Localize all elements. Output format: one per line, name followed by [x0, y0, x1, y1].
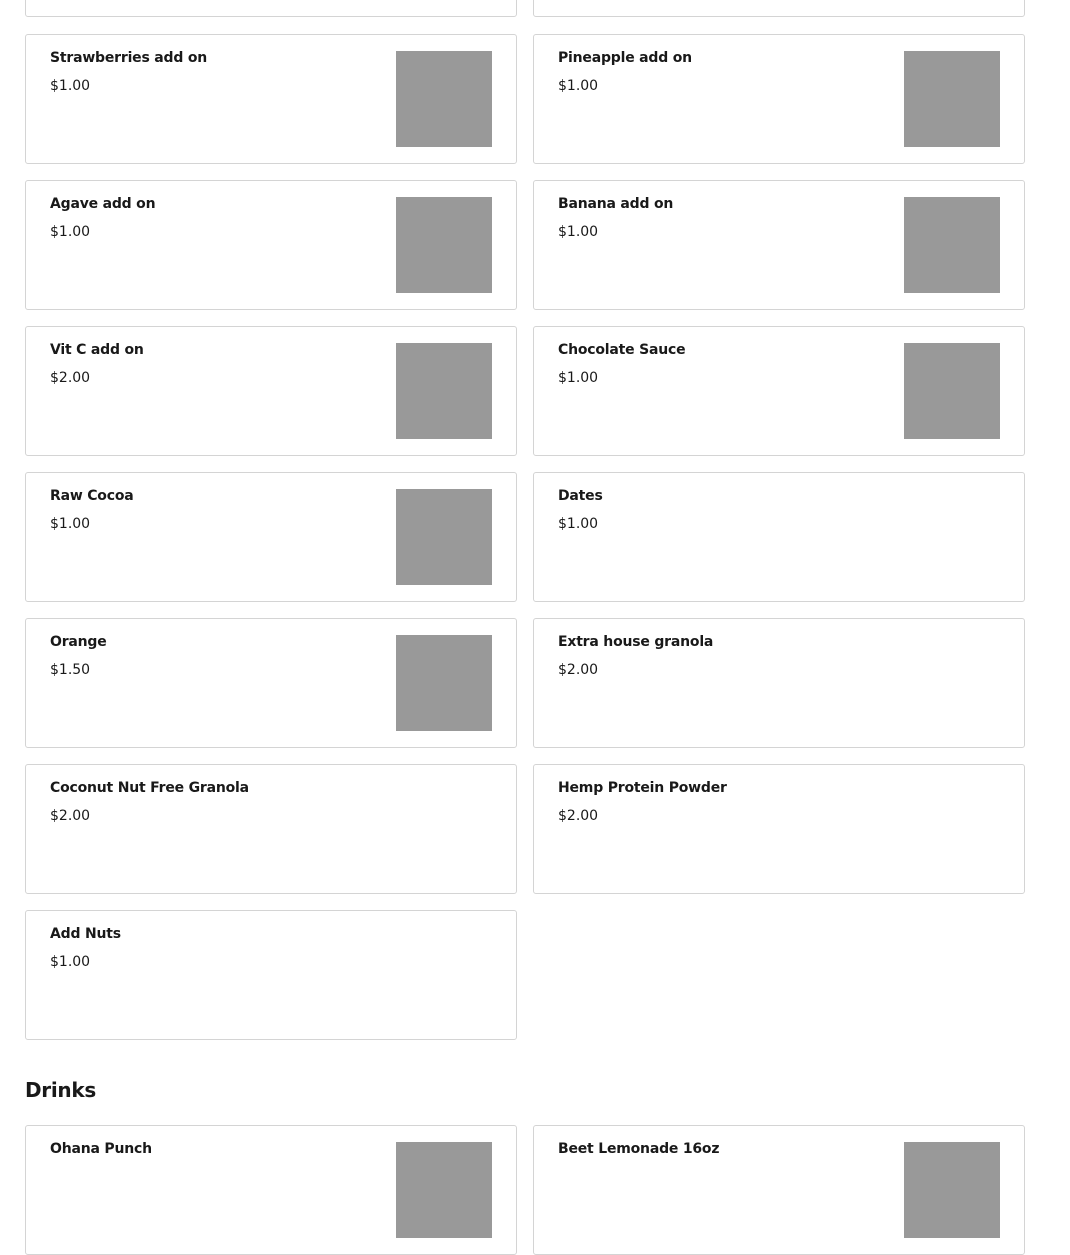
item-name: Extra house granola — [558, 634, 714, 650]
menu-item-card-hemp-protein-powder[interactable] — [533, 764, 1025, 894]
item-price: $2.00 — [50, 808, 91, 824]
item-name: Coconut Nut Free Granola — [50, 780, 249, 796]
menu-item-card-ohana-punch[interactable] — [25, 1125, 517, 1255]
item-name: Beet Lemonade 16oz — [558, 1141, 720, 1157]
item-image-placeholder — [396, 1142, 492, 1238]
item-price: $1.00 — [558, 370, 599, 386]
item-image-placeholder — [396, 635, 492, 731]
menu-item-card-raw-cocoa[interactable] — [25, 472, 517, 602]
item-name: Orange — [50, 634, 107, 650]
menu-item-card-orange[interactable] — [25, 618, 517, 748]
menu-item-card-vit-c-add-on[interactable] — [25, 326, 517, 456]
item-image-placeholder — [904, 51, 1000, 147]
item-name: Vit C add on — [50, 342, 144, 358]
menu-item-card-beet-lemonade-16oz[interactable] — [533, 1125, 1025, 1255]
item-name: Strawberries add on — [50, 50, 208, 66]
item-image-placeholder — [396, 51, 492, 147]
item-image-placeholder — [904, 197, 1000, 293]
menu-item-card-agave-add-on[interactable] — [25, 180, 517, 310]
menu-item-card-dates[interactable] — [533, 472, 1025, 602]
item-image-placeholder — [904, 343, 1000, 439]
item-name: Add Nuts — [50, 926, 121, 942]
section-title-drinks: Drinks — [25, 1078, 96, 1102]
menu-item-card-coconut-nut-free-granola[interactable] — [25, 764, 517, 894]
menu-item-card-banana-add-on[interactable] — [533, 180, 1025, 310]
item-price: $2.00 — [558, 808, 599, 824]
item-image-placeholder — [396, 343, 492, 439]
menu-item-card[interactable] — [533, 0, 1025, 17]
item-image-placeholder — [904, 1142, 1000, 1238]
item-price: $1.00 — [558, 78, 599, 94]
menu-item-card-add-nuts[interactable] — [25, 910, 517, 1040]
menu-item-card-chocolate-sauce[interactable] — [533, 326, 1025, 456]
menu-item-card-strawberries-add-on[interactable] — [25, 34, 517, 164]
item-name: Dates — [558, 488, 603, 504]
menu-item-card-extra-house-granola[interactable] — [533, 618, 1025, 748]
item-name: Chocolate Sauce — [558, 342, 686, 358]
item-price: $1.00 — [558, 516, 599, 532]
item-price: $1.00 — [50, 954, 91, 970]
item-price: $1.00 — [50, 78, 91, 94]
item-name: Agave add on — [50, 196, 156, 212]
item-price: $1.00 — [50, 516, 91, 532]
item-price: $1.50 — [50, 662, 91, 678]
item-name: Raw Cocoa — [50, 488, 134, 504]
item-name: Banana add on — [558, 196, 674, 212]
item-name: Pineapple add on — [558, 50, 692, 66]
item-image-placeholder — [396, 197, 492, 293]
item-name: Hemp Protein Powder — [558, 780, 727, 796]
menu-item-card[interactable] — [25, 0, 517, 17]
item-price: $2.00 — [50, 370, 91, 386]
item-price: $2.00 — [558, 662, 599, 678]
item-name: Ohana Punch — [50, 1141, 152, 1157]
item-price: $1.00 — [50, 224, 91, 240]
menu-item-card-pineapple-add-on[interactable] — [533, 34, 1025, 164]
item-image-placeholder — [396, 489, 492, 585]
item-price: $1.00 — [558, 224, 599, 240]
